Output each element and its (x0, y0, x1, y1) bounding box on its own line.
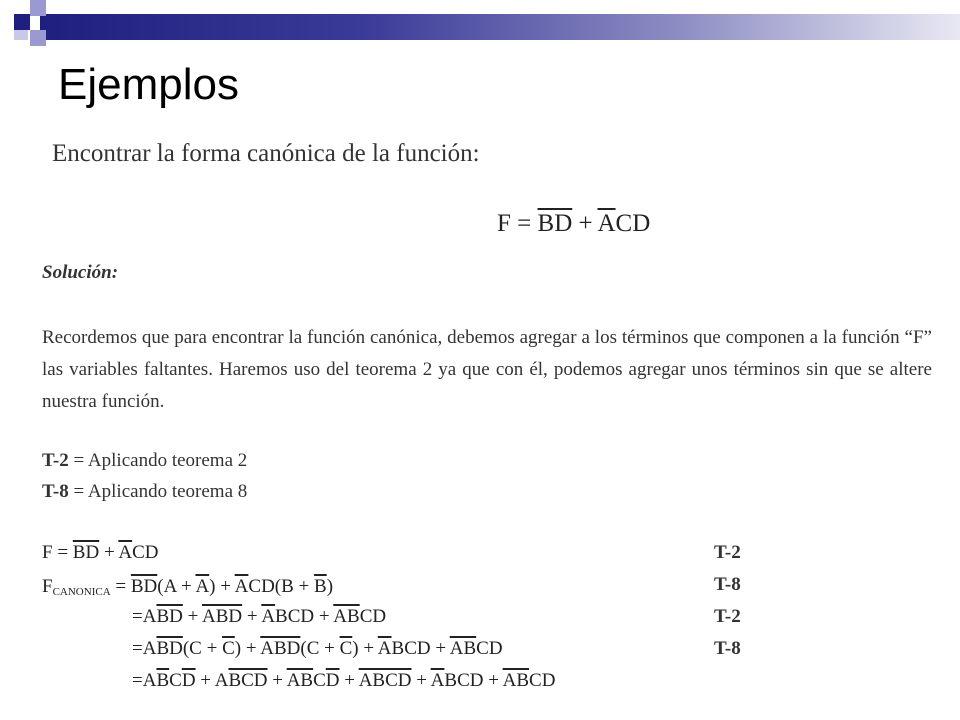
derivation-line: $F_{CANONICA} = \overline{BD}(A + \overline{A}) + \overline{A}CD(B + \overline{B})$ (42, 576, 334, 598)
theorem-tag: T-8 (714, 638, 741, 659)
header-gradient-bar (40, 14, 960, 40)
derivation-line: $F = \overline{BD} + \overline{A}CD$ (42, 542, 159, 563)
derivation-line: $=A\overline{B}C\overline{D} + A\overline{BCD} + \overline{AB}C\overline{D}$ + ABCD + $\overline{A}BCD + \overline{AB}CD$ (132, 670, 556, 691)
derivation-line: $=A\overline{BD} + \overline{ABD} + \overline{A}BCD + \overline{AB}CD$ (132, 606, 387, 627)
logo-square-light (14, 30, 28, 40)
theorem-line: T-2 = Aplicando teorema 2 (42, 450, 248, 471)
slide-title: Ejemplos (58, 60, 239, 109)
problem-heading: Encontrar la forma canónica de la función: (52, 140, 480, 167)
derivation-line: $=A\overline{BD}(C + \overline{C}) + \overline{ABD}(C + \overline{C}) + \overline{A}BCD + \overline{AB}CD$ (132, 638, 503, 659)
theorem-tag: T-2 (714, 606, 741, 627)
explanation-paragraph: Recordemos que para encontrar la función canónica, debemos agregar a los términos que componen a la función “F” las variables faltantes. Haremos uso del teorema 2 ya que con él, podemos agregar unos términos sin que se altere nuestra función. (42, 327, 932, 412)
theorem-tag: T-2 (714, 542, 741, 563)
main-equation: $F = \overline{BD} + \overline{A}CD$ (497, 210, 651, 237)
logo-square-light (30, 30, 46, 46)
logo-square-light (30, 0, 46, 16)
theorem-line: T-8 = Aplicando teorema 8 (42, 481, 248, 502)
solution-label: Solución: (42, 262, 119, 283)
theorem-tag: T-8 (714, 574, 741, 595)
logo-square-dark (14, 14, 30, 30)
